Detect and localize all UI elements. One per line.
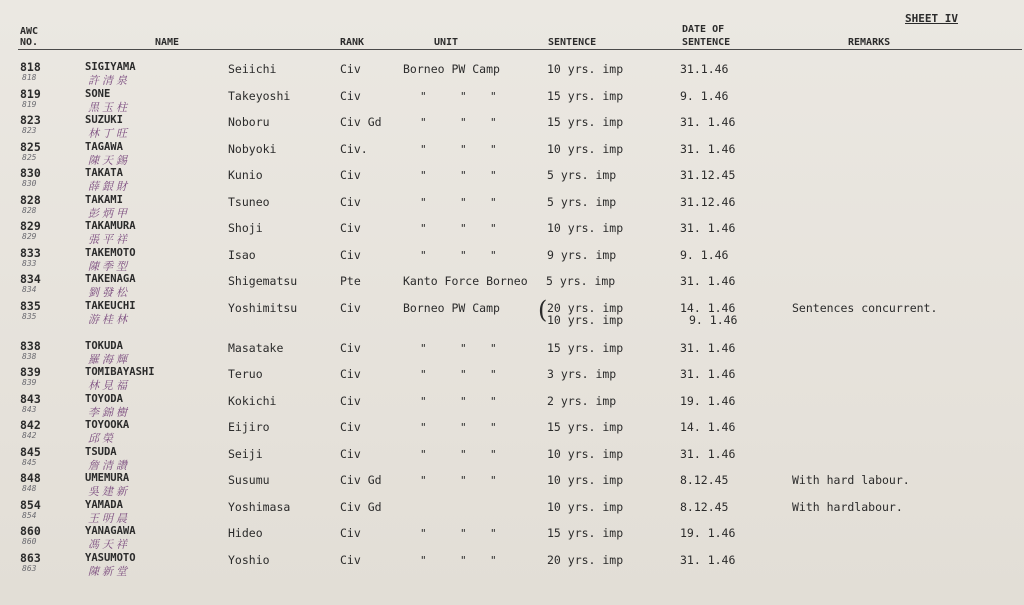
ditto-mark: ": [490, 89, 497, 103]
awc-number-handwritten: 854: [22, 510, 37, 520]
rank: Civ: [340, 393, 361, 408]
table-row: [0, 414, 1024, 445]
rank: Civ: [340, 552, 361, 567]
ditto-mark: ": [460, 142, 467, 156]
ditto-mark: ": [420, 447, 427, 461]
table-row: [0, 520, 1024, 551]
table-row: [0, 136, 1024, 167]
table-row: [0, 441, 1024, 472]
ditto-mark: ": [490, 248, 497, 262]
header-date-sentence: SENTENCE: [682, 37, 731, 48]
surname: TAKEUCHI: [85, 299, 136, 312]
rank: Civ: [340, 367, 361, 381]
ditto-mark: ": [490, 368, 497, 381]
surname: TAGAWA: [85, 140, 123, 153]
sentence-date: 19. 1.46: [680, 526, 736, 540]
ditto-mark: ": [460, 553, 467, 567]
given-name: Shigematsu: [228, 274, 298, 288]
sentence: 10 yrs. imp: [547, 446, 624, 461]
surname: TAKAMURA: [85, 220, 136, 232]
sentence: 20 yrs. imp: [547, 300, 624, 315]
remarks: With hardlabour.: [792, 499, 903, 514]
rank: Civ.: [340, 141, 368, 156]
sentence-date: 9. 1.46: [680, 247, 729, 262]
ditto-mark: ": [460, 394, 467, 408]
ditto-mark: ": [490, 341, 497, 355]
table-row: [0, 268, 1024, 299]
sentence-date: 31.12.45: [680, 168, 736, 182]
table-row: [0, 242, 1024, 273]
ditto-mark: ": [490, 116, 497, 129]
header-rank: RANK: [340, 37, 365, 48]
given-name: Shoji: [228, 221, 263, 235]
surname: TOYOOKA: [85, 419, 130, 431]
table-row: [0, 295, 1024, 335]
ditto-mark: ": [460, 248, 467, 262]
awc-number: 835: [20, 298, 41, 313]
awc-number-handwritten: 834: [22, 285, 37, 294]
sentence: 9 yrs. imp: [547, 247, 617, 262]
given-name: Tsuneo: [228, 194, 270, 209]
rank: Civ: [340, 247, 361, 262]
chinese-name-handwritten: 張平祥: [88, 233, 130, 246]
surname: TOMIBAYASHI: [85, 366, 155, 378]
ditto-mark: ": [460, 222, 467, 235]
rank: Civ: [340, 526, 361, 540]
ditto-mark: ": [420, 248, 427, 262]
awc-number: 839: [20, 365, 41, 379]
sentence-date: 31.12.46: [680, 194, 736, 209]
chinese-name-handwritten: 陳季型: [88, 259, 130, 273]
sentence-date: 31. 1.46: [680, 446, 736, 461]
ditto-mark: ": [490, 142, 497, 156]
ditto-mark: ": [420, 553, 427, 567]
surname: SUZUKI: [85, 114, 123, 126]
awc-number: 829: [20, 219, 41, 233]
sentence-date: 8.12.45: [680, 499, 729, 514]
surname: TAKATA: [85, 167, 123, 179]
sentence-date-second: 9. 1.46: [689, 312, 738, 327]
ditto-mark: ": [420, 142, 427, 156]
unit: Borneo PW Camp: [403, 300, 500, 315]
header-unit: UNIT: [434, 37, 459, 48]
rank: Civ: [340, 221, 361, 235]
sentence: 2 yrs. imp: [547, 393, 617, 408]
sentence: 15 yrs. imp: [547, 526, 624, 540]
given-name: Hideo: [228, 526, 263, 540]
sentence-date: 31. 1.46: [680, 115, 736, 129]
sentence: 5 yrs. imp: [546, 274, 616, 288]
table-row: [0, 467, 1024, 498]
table-row: [0, 162, 1024, 193]
given-name: Seiji: [228, 446, 263, 461]
awc-number-handwritten: 838: [22, 351, 37, 361]
ditto-mark: ": [490, 222, 497, 235]
sentence: 5 yrs. imp: [547, 168, 617, 182]
chinese-name-handwritten: 陳新堂: [88, 564, 130, 578]
sentence-date: 14. 1.46: [680, 300, 736, 315]
sentence: 10 yrs. imp: [547, 473, 624, 487]
awc-number: 838: [20, 338, 41, 353]
chinese-name-handwritten: 黒玉柱: [88, 100, 130, 114]
ditto-mark: ": [460, 421, 467, 434]
ditto-mark: ": [460, 474, 467, 487]
ditto-mark: ": [460, 368, 467, 381]
rank: Civ: [340, 62, 361, 76]
sentence-date: 31. 1.46: [680, 552, 736, 567]
sentence-date: 31. 1.46: [680, 274, 736, 288]
unit: Kanto Force Borneo: [403, 274, 528, 288]
ditto-mark: ": [490, 394, 497, 408]
rank: Civ Gd: [340, 473, 382, 487]
given-name: Noboru: [228, 115, 270, 129]
sentence: 5 yrs. imp: [547, 194, 617, 209]
chinese-name-handwritten: 劉發松: [88, 286, 130, 299]
ditto-mark: ": [420, 116, 427, 129]
ditto-mark: ": [460, 447, 467, 461]
sentence: 10 yrs. imp: [547, 221, 624, 235]
unit: Borneo PW Camp: [403, 62, 500, 76]
header-remarks: REMARKS: [848, 37, 891, 48]
rank: Civ: [340, 88, 361, 103]
awc-number-handwritten: 835: [22, 311, 37, 321]
sheet-label: SHEET IV: [905, 12, 958, 25]
table-row: [0, 494, 1024, 525]
sentence-date: 31. 1.46: [680, 221, 736, 235]
ditto-mark: ": [460, 169, 467, 182]
chinese-name-handwritten: 邱榮: [88, 432, 116, 445]
given-name: Seiichi: [228, 62, 277, 76]
awc-number: 823: [20, 113, 41, 127]
chinese-name-handwritten: 吳建新: [88, 485, 130, 498]
ditto-mark: ": [490, 169, 497, 182]
sentence: 10 yrs. imp: [547, 141, 624, 156]
sentence-date: 31. 1.46: [680, 141, 736, 156]
header-no: NO.: [20, 37, 39, 48]
rank: Civ Gd: [340, 115, 382, 129]
remarks: With hard labour.: [792, 473, 910, 487]
sentence-date: 31.1.46: [680, 62, 729, 76]
ditto-mark: ": [420, 222, 427, 235]
ditto-mark: ": [420, 394, 427, 408]
given-name: Yoshimitsu: [228, 300, 298, 315]
surname: YAMADA: [85, 498, 123, 511]
awc-number: 842: [20, 418, 41, 432]
chinese-name-handwritten: 林丁旺: [88, 127, 130, 140]
ditto-mark: ": [460, 341, 467, 355]
chinese-name-handwritten: 林見福: [88, 379, 130, 392]
awc-number-handwritten: 828: [22, 205, 37, 215]
ditto-mark: ": [420, 527, 427, 540]
header-sentence: SENTENCE: [548, 37, 597, 48]
given-name: Yoshimasa: [228, 499, 291, 514]
awc-number: 830: [20, 166, 41, 180]
awc-number: 828: [20, 192, 41, 207]
surname: YANAGAWA: [85, 525, 136, 537]
awc-number: 845: [20, 444, 41, 459]
given-name: Isao: [228, 247, 256, 262]
given-name: Kunio: [228, 168, 263, 182]
given-name: Nobyoki: [228, 141, 277, 156]
awc-number: 834: [20, 272, 41, 286]
awc-number-handwritten: 823: [22, 126, 37, 135]
ditto-mark: ": [490, 447, 497, 461]
surname: TAKENAGA: [85, 273, 136, 285]
table-row: [0, 335, 1024, 366]
chinese-name-handwritten: 李錦樹: [88, 405, 130, 419]
given-name: Susumu: [228, 473, 270, 487]
ditto-mark: ": [490, 553, 497, 567]
ditto-mark: ": [460, 89, 467, 103]
surname: TOKUDA: [85, 339, 123, 352]
rank: Civ: [340, 446, 361, 461]
awc-number: 863: [20, 550, 41, 565]
surname: SONE: [85, 87, 111, 100]
bracket-mark: (: [538, 295, 548, 324]
given-name: Takeyoshi: [228, 88, 291, 103]
surname: UMEMURA: [85, 472, 130, 484]
chinese-name-handwritten: 許清泉: [88, 74, 130, 87]
rank: Civ: [340, 340, 361, 355]
table-row: [0, 388, 1024, 419]
awc-number: 819: [20, 86, 41, 101]
awc-number-handwritten: 833: [22, 258, 37, 268]
sentence-date: 14. 1.46: [680, 420, 736, 434]
sentence-date: 31. 1.46: [680, 367, 736, 381]
rank: Civ: [340, 420, 361, 434]
chinese-name-handwritten: 薛銀財: [88, 180, 130, 193]
sentence: 10 yrs. imp: [547, 62, 624, 76]
awc-number-handwritten: 818: [22, 73, 37, 82]
table-row: [0, 189, 1024, 220]
awc-number: 854: [20, 497, 41, 512]
ditto-mark: ": [460, 116, 467, 129]
table-row: [0, 56, 1024, 87]
ditto-mark: ": [490, 474, 497, 487]
ditto-mark: ": [420, 89, 427, 103]
chinese-name-handwritten: 游桂林: [88, 312, 130, 326]
ditto-mark: ": [420, 169, 427, 182]
awc-number-handwritten: 843: [22, 404, 37, 414]
given-name: Kokichi: [228, 393, 277, 408]
chinese-name-handwritten: 彭炳甲: [88, 206, 130, 220]
sentence-date: 31. 1.46: [680, 340, 736, 355]
awc-number-handwritten: 845: [22, 457, 37, 467]
awc-number-handwritten: 825: [22, 152, 37, 162]
ditto-mark: ": [460, 195, 467, 209]
ditto-mark: ": [420, 474, 427, 487]
ditto-mark: ": [420, 195, 427, 209]
header-date-of: DATE OF: [682, 24, 725, 35]
surname: SIGIYAMA: [85, 61, 136, 73]
given-name: Teruo: [228, 367, 263, 381]
chinese-name-handwritten: 陳天錫: [88, 153, 130, 167]
table-row: [0, 547, 1024, 578]
header-awc: AWC: [20, 26, 39, 37]
awc-number: 843: [20, 391, 41, 406]
awc-number: 833: [20, 245, 41, 260]
ditto-mark: ": [420, 421, 427, 434]
sentence-date: 8.12.45: [680, 473, 729, 487]
rank: Pte: [340, 274, 361, 288]
table-row: [0, 361, 1024, 392]
awc-number-handwritten: 830: [22, 179, 37, 188]
awc-number-handwritten: 863: [22, 563, 37, 573]
table-row: [0, 109, 1024, 140]
awc-number: 860: [20, 524, 41, 538]
chinese-name-handwritten: 羅海輝: [88, 352, 130, 366]
sentence: 10 yrs. imp: [547, 499, 624, 514]
awc-number: 825: [20, 139, 41, 154]
awc-number: 818: [20, 60, 41, 74]
header-name: NAME: [155, 37, 180, 48]
ditto-mark: ": [490, 421, 497, 434]
table-row: [0, 83, 1024, 114]
surname: TOYODA: [85, 392, 123, 405]
surname: TAKAMI: [85, 193, 123, 206]
table-row: [0, 215, 1024, 246]
sentence: 15 yrs. imp: [547, 340, 624, 355]
ditto-mark: ": [420, 341, 427, 355]
sentence-second: 10 yrs. imp: [547, 312, 624, 327]
given-name: Masatake: [228, 340, 284, 355]
chinese-name-handwritten: 詹清讚: [88, 458, 130, 472]
ditto-mark: ": [420, 368, 427, 381]
sentence: 20 yrs. imp: [547, 552, 624, 567]
sentence: 3 yrs. imp: [547, 367, 617, 381]
chinese-name-handwritten: 王明晨: [88, 511, 130, 525]
sentence: 15 yrs. imp: [547, 115, 624, 129]
awc-number-handwritten: 819: [22, 99, 37, 109]
awc-number-handwritten: 839: [22, 378, 37, 387]
rank: Civ: [340, 300, 361, 315]
ditto-mark: ": [460, 527, 467, 540]
rank: Civ: [340, 168, 361, 182]
chinese-name-handwritten: 馮天祥: [88, 538, 130, 551]
awc-number-handwritten: 860: [22, 537, 37, 546]
awc-number: 848: [20, 471, 41, 485]
sentence: 15 yrs. imp: [547, 88, 624, 103]
awc-number-handwritten: 848: [22, 484, 37, 493]
sentence: 15 yrs. imp: [547, 420, 624, 434]
remarks: Sentences concurrent.: [792, 300, 938, 315]
ditto-mark: ": [490, 195, 497, 209]
surname: TAKEMOTO: [85, 246, 136, 259]
sentence-date: 19. 1.46: [680, 393, 736, 408]
sentence-date: 9. 1.46: [680, 88, 729, 103]
ditto-mark: ": [490, 527, 497, 540]
awc-number-handwritten: 842: [22, 431, 37, 440]
surname: TSUDA: [85, 445, 117, 458]
given-name: Eijiro: [228, 420, 270, 434]
rank: Civ: [340, 194, 361, 209]
awc-number-handwritten: 829: [22, 232, 37, 241]
surname: YASUMOTO: [85, 551, 136, 564]
record-table: [0, 56, 1024, 578]
header-rule: [18, 49, 1022, 50]
rank: Civ Gd: [340, 499, 382, 514]
given-name: Yoshio: [228, 552, 270, 567]
